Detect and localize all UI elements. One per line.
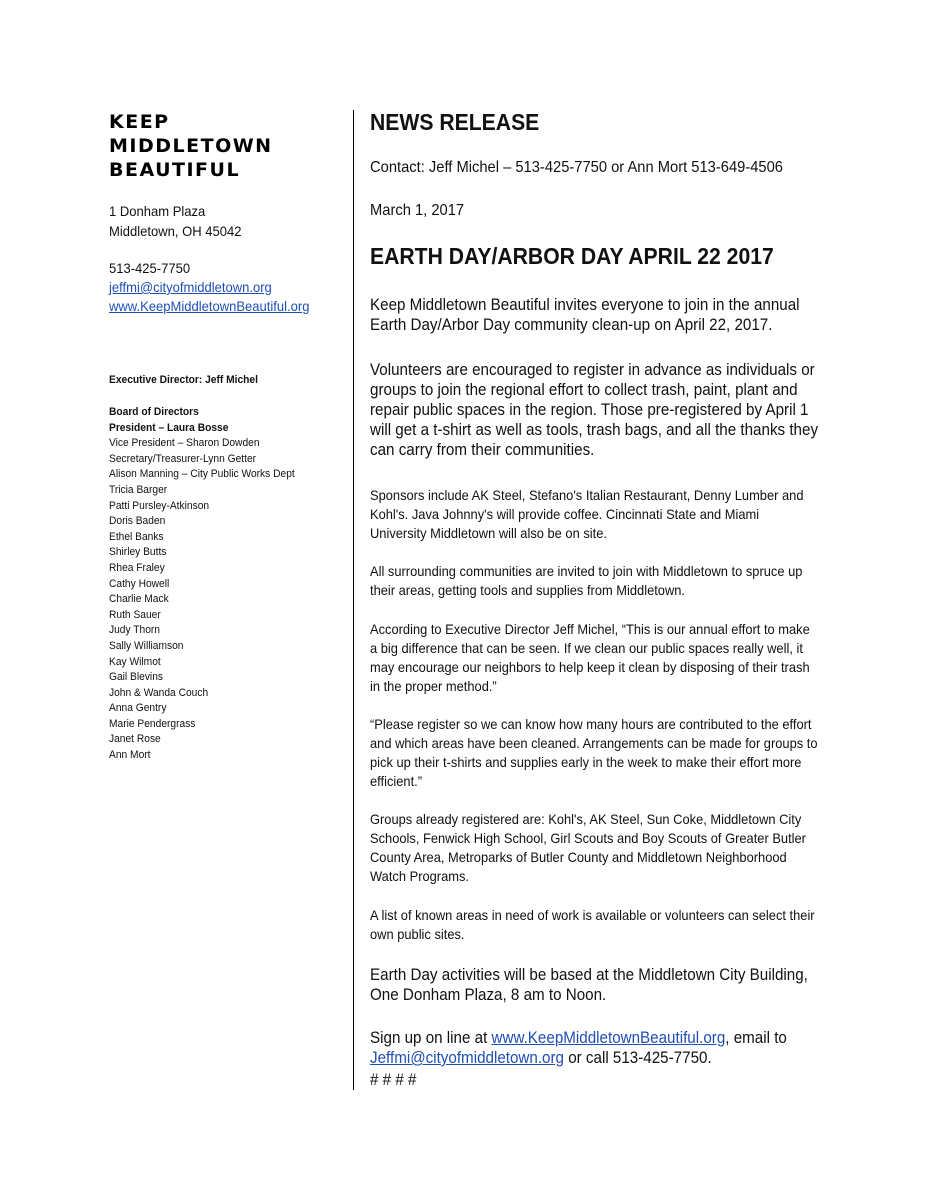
paragraph: Volunteers are encouraged to register in advance as individuals or groups to join the regional effort to collect trash, paint, plant and repair public spaces in the region. Those pre-registered by April 1 will get a t-shirt as well as tools, trash bags, and all the thanks they can carry from their communities. <box>370 361 819 459</box>
org-phone: 513-425-7750 <box>109 260 191 276</box>
release-contact: Contact: Jeff Michel – 513-425-7750 or Ann Mort 513-649-4506 <box>370 159 783 176</box>
signup-suffix: or call 513-425-7750. <box>563 1049 712 1067</box>
board-member: Cathy Howell <box>109 577 170 590</box>
board-member: Charlie Mack <box>109 593 169 606</box>
signup-paragraph <box>370 1028 819 1068</box>
end-mark: # # # # <box>370 1071 417 1089</box>
org-name-line: BEAUTIFUL <box>109 159 241 181</box>
board-member: Ruth Sauer <box>109 608 161 621</box>
paragraph: Keep Middletown Beautiful invites everyone to join in the annual Earth Day/Arbor Day community clean-up on April 22, 2017. <box>370 296 800 334</box>
board-heading: Board of Directors <box>109 406 199 418</box>
board-member: Ann Mort <box>109 749 151 762</box>
board-member: Patti Pursley-Atkinson <box>109 499 210 512</box>
paragraph: According to Executive Director Jeff Michel, “This is our annual effort to make a big difference that can be seen. If we clean our public spaces really well, it may encourage our neighbors to help keep it clean by disposing of their trash in the proper method.” <box>370 621 810 694</box>
paragraph: Sponsors include AK Steel, Stefano's Italian Restaurant, Denny Lumber and Kohl's. Java Johnny's will provide coffee. Cincinnati State and Miami University Middletown will also be on site. <box>370 487 804 541</box>
board-member: Tricia Barger <box>109 483 168 496</box>
org-contact <box>109 259 351 316</box>
paragraph: A list of known areas in need of work is available or volunteers can select their own public sites. <box>370 907 815 942</box>
paragraph: “Please register so we can know how many hours are contributed to the effort and which areas have been cleaned. Arrangements can be made for groups to pick up their t-shirts and supplies early in the week to make their effort more efficient.” <box>370 716 818 789</box>
release-header <box>370 108 820 269</box>
paragraph: Earth Day activities will be based at the Middletown City Building, One Donham Plaza, 8 am to Noon. <box>370 966 808 1004</box>
org-email-link[interactable]: jeffmi@cityofmiddletown.org <box>109 279 272 295</box>
signup-website-link[interactable]: www.KeepMiddletownBeautiful.org <box>491 1029 726 1047</box>
board-member: Secretary/Treasurer-Lynn Getter <box>109 452 257 465</box>
board-member: Gail Blevins <box>109 671 164 684</box>
column-divider <box>353 110 354 1090</box>
org-name-line: MIDDLETOWN <box>109 135 273 157</box>
address-line-2: Middletown, OH 45042 <box>109 223 242 239</box>
organization-name <box>109 110 339 182</box>
release-date: March 1, 2017 <box>370 202 465 219</box>
board-member: Ethel Banks <box>109 530 164 543</box>
org-address <box>109 201 328 241</box>
signup-prefix: Sign up on line at <box>370 1029 492 1047</box>
signup-email-link[interactable]: Jeffmi@cityofmiddletown.org <box>370 1049 564 1067</box>
board-member: Doris Baden <box>109 515 166 528</box>
board-member: Anna Gentry <box>109 702 167 715</box>
org-website-link[interactable]: www.KeepMiddletownBeautiful.org <box>109 298 310 314</box>
board-member: Kay Wilmot <box>109 655 161 668</box>
address-line-1: 1 Donham Plaza <box>109 203 206 219</box>
signup-middle: , email to <box>725 1029 787 1047</box>
paragraph: All surrounding communities are invited to join with Middletown to spruce up their areas, getting tools and supplies from Middletown. <box>370 563 803 598</box>
board-member: Sally Williamson <box>109 639 184 652</box>
paragraph: Groups already registered are: Kohl's, AK Steel, Sun Coke, Middletown City Schools, Fenwick High School, Girl Scouts and Boy Scouts of Greater Butler County Area, Metroparks of Butler County and Middletown Neighborhood Watch Programs. <box>370 811 806 884</box>
board-member: John & Wanda Couch <box>109 686 209 699</box>
board-member: Alison Manning – City Public Works Dept <box>109 468 295 481</box>
board-member: Shirley Butts <box>109 546 167 559</box>
news-release-heading: NEWS RELEASE <box>370 109 540 135</box>
org-name-line: KEEP <box>109 111 170 133</box>
board-member: Judy Thorn <box>109 624 160 637</box>
board-member: Janet Rose <box>109 733 161 746</box>
executive-director: Executive Director: Jeff Michel <box>109 374 258 386</box>
board-member: Rhea Fraley <box>109 561 165 574</box>
board-member: Vice President – Sharon Dowden <box>109 437 260 450</box>
board-of-directors <box>109 405 332 764</box>
board-president: President – Laura Bosse <box>109 421 229 434</box>
board-member: Marie Pendergrass <box>109 717 196 730</box>
release-title: EARTH DAY/ARBOR DAY APRIL 22 2017 <box>370 243 774 269</box>
